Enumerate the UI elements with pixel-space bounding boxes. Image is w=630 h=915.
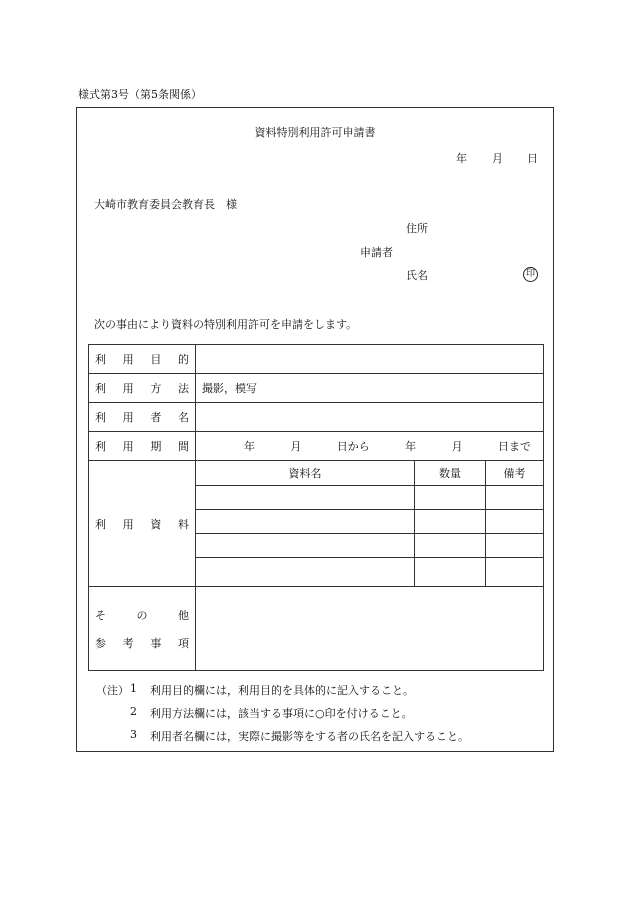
note-text: 利用者名欄には，実際に撮影等をする者の氏名を記入すること。 [150, 730, 469, 743]
material-quantity-cell[interactable] [415, 510, 486, 534]
notes [96, 682, 469, 751]
period-label: 利 用 期 間 [89, 432, 196, 461]
material-quantity-cell[interactable] [415, 558, 486, 587]
purpose-value[interactable] [196, 345, 544, 374]
material-name-cell[interactable] [196, 510, 415, 534]
materials-header-remarks: 備考 [486, 461, 544, 486]
form-title: 資料特別利用許可申請書 [254, 126, 376, 139]
period-day-until: 日まで [497, 440, 531, 453]
form-number: 様式第3号（第5条関係） [78, 88, 202, 101]
material-name-cell[interactable] [196, 486, 415, 510]
period-value[interactable] [196, 432, 544, 461]
other-notes-label: そ の 他 参 考 事 項 [89, 587, 196, 671]
note-number: 2 [130, 705, 137, 718]
seal-mark: 印 [523, 267, 538, 282]
application-statement: 次の事由により資料の特別利用許可を申請をします。 [94, 318, 358, 331]
period-year-until: 年 [405, 440, 417, 453]
note-text: 利用方法欄には，該当する事項に○印を付けること。 [150, 707, 413, 720]
materials-header-quantity: 数量 [415, 461, 486, 486]
date-year: 年 [456, 152, 467, 165]
material-remarks-cell[interactable] [486, 510, 544, 534]
material-remarks-cell[interactable] [486, 486, 544, 510]
material-remarks-cell[interactable] [486, 534, 544, 558]
materials-header-name: 資料名 [196, 461, 415, 486]
material-name-cell[interactable] [196, 534, 415, 558]
user-name-label: 利 用 者 名 [89, 403, 196, 432]
name-label: 氏名 [406, 269, 428, 282]
purpose-label: 利 用 目 的 [89, 345, 196, 374]
note-number: 3 [130, 728, 137, 741]
address-label: 住所 [406, 222, 428, 235]
material-name-cell[interactable] [196, 558, 415, 587]
method-label: 利 用 方 法 [89, 374, 196, 403]
method-value[interactable]: 撮影，模写 [196, 374, 544, 403]
date-day: 日 [527, 152, 538, 165]
applicant-label: 申請者 [360, 246, 393, 259]
period-day-from: 日から [336, 440, 370, 453]
period-year-from: 年 [244, 440, 255, 453]
date-month: 月 [492, 152, 503, 165]
usage-table [88, 344, 544, 671]
addressee: 大崎市教育委員会教育長 様 [94, 198, 237, 211]
note-text: 利用目的欄には，利用目的を具体的に記入すること。 [150, 684, 414, 697]
user-name-value[interactable] [196, 403, 544, 432]
note-number: 1 [130, 682, 137, 695]
material-remarks-cell[interactable] [486, 558, 544, 587]
material-quantity-cell[interactable] [415, 486, 486, 510]
other-notes-value[interactable] [196, 587, 544, 671]
material-quantity-cell[interactable] [415, 534, 486, 558]
period-month-until: 月 [451, 440, 463, 453]
materials-label: 利 用 資 料 [89, 461, 196, 587]
notes-prefix: （注） [96, 684, 129, 697]
period-month-from: 月 [290, 440, 302, 453]
